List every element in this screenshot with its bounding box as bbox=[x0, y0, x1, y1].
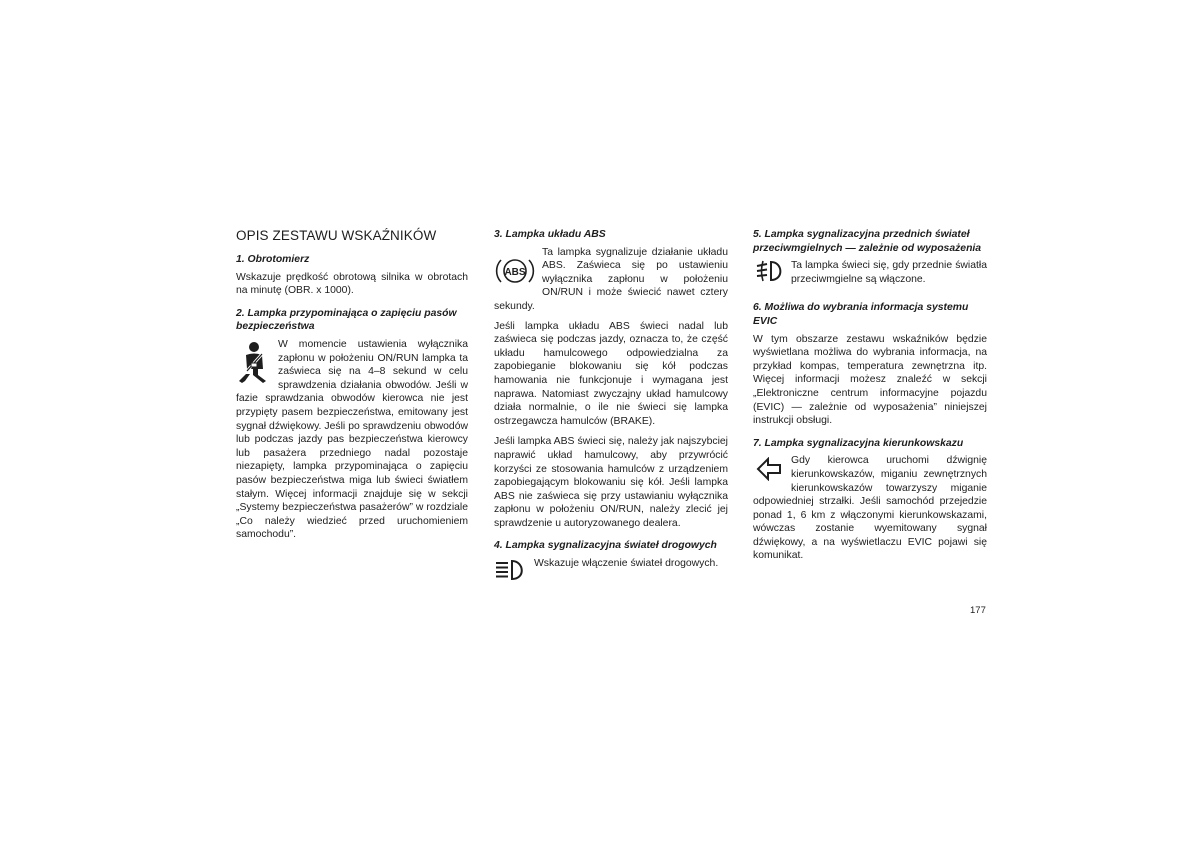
column-middle bbox=[494, 228, 728, 592]
front-fog-light-icon bbox=[755, 260, 785, 282]
section-evic bbox=[753, 301, 987, 427]
section-paragraph-1: Jeśli lampka układu ABS świeci nadal lub zaświeca się podczas jazdy, oznacza to, że część układu hamulcowego odpowiedzialna za zapobieganie blokowaniu się kół podczas hamowania nie funkcjonuje i wymagana jest naprawa. Natomiast zwyczajny układ hamulcowy działa normalnie, o ile nie świeci się lampka ostrzegawcza hamulców (BRAKE). bbox=[494, 320, 728, 427]
turn-signal-block bbox=[753, 454, 987, 570]
section-icon-text: Wskazuje włączenie świateł drogowych. bbox=[534, 558, 719, 570]
abs-icon bbox=[494, 254, 536, 288]
section-front-fog-lights bbox=[753, 228, 987, 292]
seatbelt-block bbox=[236, 338, 468, 549]
section-body: W momencie ustawienia wyłącznika zapłonu w położeniu ON/RUN lampka ta zaświeca się na 4–8 sekund w celu sprawdzenia działania obwodów. Jeśli w fazie sprawdzania obwodów kierowca nie jest przypięty pasem bezpieczeństwa, emitowany jest sygnał dźwiękowy. Jeśli po sprawdzeniu obwodów lub podczas jazdy pas bezpieczeństwa kierowcy lub pasażera przedniego nadal pozostaje niezapięty, lampka przypominająca o zapięciu pasów bezpieczeństwa miga lub świeci światłem stałym. Więcej informacji znajduje się w sekcji „Systemy bezpieczeństwa pasażerów” w rozdziale „Co należy wiedzieć przed uruchomieniem samochodu”. bbox=[236, 338, 468, 541]
section-body: W tym obszarze zestawu wskaźników będzie wyświetlana możliwa do wybrania informacja, na przykład kompas, temperatura zewnętrzna itp. Więcej informacji możesz znaleźć w sekcji „Elektroniczne centrum informacyjne pojazdu (EVIC) — zależnie od wyposażenia” niniejszej instrukcji obsługi. bbox=[753, 333, 987, 427]
page-title: OPIS ZESTAWU WSKAŹNIKÓW bbox=[236, 228, 437, 243]
turn-signal-arrow-icon bbox=[755, 456, 783, 482]
section-abs bbox=[494, 228, 728, 530]
fog-light-block bbox=[753, 259, 987, 292]
column-left bbox=[236, 228, 468, 558]
section-title: 7. Lampka sygnalizacyjna kierunkowskazu bbox=[753, 437, 964, 449]
section-paragraph-2: Jeśli lampka ABS świeci się, należy jak najszybciej naprawić układ hamulcowy, aby przywrócić korzyści ze stosowania hamulców z urządzeniem zapobiegającym blokowaniu się kół. Jeśli lampka ABS nie zaświeca się przy ustawianiu wyłącznika zapłonu w położeniu ON/RUN, należy zlecić jej sprawdzenie u autoryzowanego dealera. bbox=[494, 436, 728, 529]
section-body: Gdy kierowca uruchomi dźwignię kierunkowskazów, miganiu zewnętrznych kierunkowskazów towarzyszy miganie odpowiedniej strzałki. Jeśli samochód przejedzie ponad 1, 6 km z włączonymi kierunkowskazami, wówczas zostanie wyemitowany sygnał dźwiękowy, a na wyświetlaczu EVIC pojawi się komunikat. bbox=[753, 455, 987, 562]
column-right bbox=[753, 228, 987, 579]
section-icon-text: Ta lampka sygnalizuje działanie układu ABS. Zaświeca się po ustawieniu wyłącznika zapłonu w położeniu ON/RUN i może świecić nawet cztery sekundy. bbox=[494, 246, 728, 312]
section-high-beam bbox=[494, 539, 728, 583]
section-title: 4. Lampka sygnalizacyjna świateł drogowych bbox=[494, 540, 717, 552]
high-beam-icon bbox=[494, 559, 528, 581]
page-number: 177 bbox=[970, 605, 986, 616]
section-title: 1. Obrotomierz bbox=[236, 254, 310, 265]
high-beam-block bbox=[494, 557, 728, 583]
section-title: 5. Lampka sygnalizacyjna przednich świateł przeciwmgielnych — zależnie od wyposażenia bbox=[753, 229, 982, 254]
seatbelt-warning-icon bbox=[236, 340, 272, 384]
section-icon-text: Ta lampka świeci się, gdy przednie światła przeciwmgielne są włączone. bbox=[791, 260, 987, 285]
abs-block bbox=[494, 246, 728, 320]
section-title: 3. Lampka układu ABS bbox=[494, 229, 606, 240]
section-body: Wskazuje prędkość obrotową silnika w obrotach na minutę (OBR. x 1000). bbox=[236, 271, 468, 297]
section-tachometer bbox=[236, 253, 468, 298]
abs-icon-label: ABS bbox=[504, 266, 526, 278]
section-seatbelt-reminder bbox=[236, 307, 468, 549]
section-title: 6. Możliwa do wybrania informacja systemu EVIC bbox=[753, 302, 969, 327]
section-turn-signal bbox=[753, 437, 987, 570]
section-title: 2. Lampka przypominająca o zapięciu pasów bezpieczeństwa bbox=[236, 307, 457, 333]
